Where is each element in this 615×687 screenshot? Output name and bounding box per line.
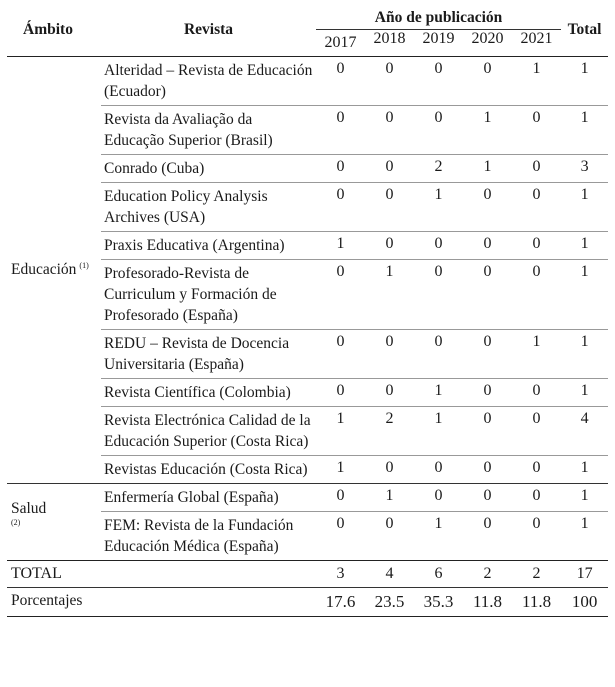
journal-name: Enfermería Global (España) <box>101 484 316 512</box>
value-cell: 0 <box>512 183 561 232</box>
value-cell: 0 <box>512 155 561 183</box>
percentage-value: 11.8 <box>463 588 512 617</box>
group-salud-cell <box>7 484 101 561</box>
journal-name: Profesorado-Revista de Curriculum y Formación de Profesorado (España) <box>101 260 316 330</box>
header-total: Total <box>567 20 602 38</box>
totals-value: 2 <box>512 561 561 588</box>
value-cell: 0 <box>512 484 561 512</box>
row-total: 3 <box>561 155 608 183</box>
value-cell: 0 <box>414 260 463 330</box>
percentages-row <box>7 588 608 617</box>
row-total: 1 <box>561 484 608 512</box>
value-cell: 0 <box>414 232 463 260</box>
value-cell: 1 <box>414 407 463 456</box>
grand-total: 17 <box>561 561 608 588</box>
value-cell: 0 <box>512 407 561 456</box>
journal-name: REDU – Revista de Docencia Universitaria (España) <box>101 330 316 379</box>
percentage-value: 35.3 <box>414 588 463 617</box>
value-cell: 0 <box>316 379 365 407</box>
value-cell: 1 <box>463 106 512 155</box>
percentage-value: 23.5 <box>365 588 414 617</box>
value-cell: 0 <box>414 456 463 484</box>
value-cell: 0 <box>365 183 414 232</box>
header-year: 2021 <box>520 30 553 47</box>
header-year: 2019 <box>422 30 455 47</box>
value-cell: 1 <box>316 456 365 484</box>
group-educacion-cell <box>7 57 101 484</box>
value-cell: 0 <box>463 407 512 456</box>
value-cell: 0 <box>316 106 365 155</box>
group-name: Educación <box>11 261 77 278</box>
row-total: 4 <box>561 407 608 456</box>
value-cell: 0 <box>365 330 414 379</box>
value-cell: 2 <box>414 155 463 183</box>
value-cell: 0 <box>512 260 561 330</box>
table-row <box>7 484 608 512</box>
group-name: Salud <box>11 500 47 517</box>
value-cell: 0 <box>316 484 365 512</box>
value-cell: 0 <box>463 57 512 106</box>
value-cell: 0 <box>512 232 561 260</box>
value-cell: 0 <box>414 57 463 106</box>
totals-label: TOTAL <box>7 561 316 588</box>
totals-value: 2 <box>463 561 512 588</box>
journal-name: Revista Electrónica Calidad de la Educación Superior (Costa Rica) <box>101 407 316 456</box>
value-cell: 0 <box>463 183 512 232</box>
value-cell: 0 <box>316 57 365 106</box>
value-cell: 0 <box>512 106 561 155</box>
value-cell: 0 <box>512 512 561 561</box>
journal-name: Praxis Educativa (Argentina) <box>101 232 316 260</box>
value-cell: 0 <box>365 512 414 561</box>
row-total: 1 <box>561 106 608 155</box>
value-cell: 1 <box>365 484 414 512</box>
row-total: 1 <box>561 456 608 484</box>
row-total: 1 <box>561 260 608 330</box>
value-cell: 0 <box>365 232 414 260</box>
value-cell: 0 <box>365 379 414 407</box>
value-cell: 1 <box>414 512 463 561</box>
percentages-label: Porcentajes <box>7 588 316 617</box>
row-total: 1 <box>561 57 608 106</box>
value-cell: 0 <box>463 232 512 260</box>
value-cell: 0 <box>365 155 414 183</box>
value-cell: 1 <box>316 407 365 456</box>
journal-name: Revista Científica (Colombia) <box>101 379 316 407</box>
header-ambito: Ámbito <box>23 20 73 38</box>
totals-value: 6 <box>414 561 463 588</box>
value-cell: 0 <box>463 330 512 379</box>
percentage-value: 11.8 <box>512 588 561 617</box>
value-cell: 0 <box>463 484 512 512</box>
value-cell: 0 <box>316 512 365 561</box>
header-year-group: Año de publicación <box>316 3 561 30</box>
value-cell: 0 <box>414 330 463 379</box>
value-cell: 0 <box>414 484 463 512</box>
value-cell: 1 <box>512 330 561 379</box>
totals-value: 4 <box>365 561 414 588</box>
group-note: (2) <box>11 518 21 527</box>
percentage-total: 100 <box>561 588 608 617</box>
value-cell: 1 <box>463 155 512 183</box>
value-cell: 1 <box>414 183 463 232</box>
totals-value: 3 <box>316 561 365 588</box>
journal-name: FEM: Revista de la Fundación Educación Médica (España) <box>101 512 316 561</box>
value-cell: 0 <box>463 512 512 561</box>
value-cell: 1 <box>316 232 365 260</box>
journal-name: Revista da Avaliação da Educação Superior (Brasil) <box>101 106 316 155</box>
value-cell: 1 <box>512 57 561 106</box>
header-year: 2017 <box>324 34 357 51</box>
percentage-value: 17.6 <box>316 588 365 617</box>
value-cell: 1 <box>365 260 414 330</box>
value-cell: 1 <box>414 379 463 407</box>
value-cell: 0 <box>463 456 512 484</box>
value-cell: 0 <box>365 106 414 155</box>
table-row <box>7 57 608 106</box>
row-total: 1 <box>561 183 608 232</box>
value-cell: 0 <box>512 379 561 407</box>
row-total: 1 <box>561 330 608 379</box>
group-note: (1) <box>79 261 89 270</box>
value-cell: 0 <box>463 379 512 407</box>
header-year: 2020 <box>471 30 504 47</box>
journal-name: Revistas Educación (Costa Rica) <box>101 456 316 484</box>
row-total: 1 <box>561 512 608 561</box>
value-cell: 0 <box>365 456 414 484</box>
value-cell: 0 <box>512 456 561 484</box>
value-cell: 0 <box>316 155 365 183</box>
journal-name: Education Policy Analysis Archives (USA) <box>101 183 316 232</box>
value-cell: 0 <box>463 260 512 330</box>
value-cell: 0 <box>365 57 414 106</box>
journal-name: Alteridad – Revista de Educación (Ecuador) <box>101 57 316 106</box>
totals-row <box>7 561 608 588</box>
value-cell: 0 <box>414 106 463 155</box>
value-cell: 2 <box>365 407 414 456</box>
row-total: 1 <box>561 232 608 260</box>
journal-name: Conrado (Cuba) <box>101 155 316 183</box>
value-cell: 0 <box>316 330 365 379</box>
row-total: 1 <box>561 379 608 407</box>
publication-table <box>7 3 608 617</box>
header-revista: Revista <box>183 20 234 38</box>
header-year: 2018 <box>373 30 406 47</box>
value-cell: 0 <box>316 260 365 330</box>
value-cell: 0 <box>316 183 365 232</box>
